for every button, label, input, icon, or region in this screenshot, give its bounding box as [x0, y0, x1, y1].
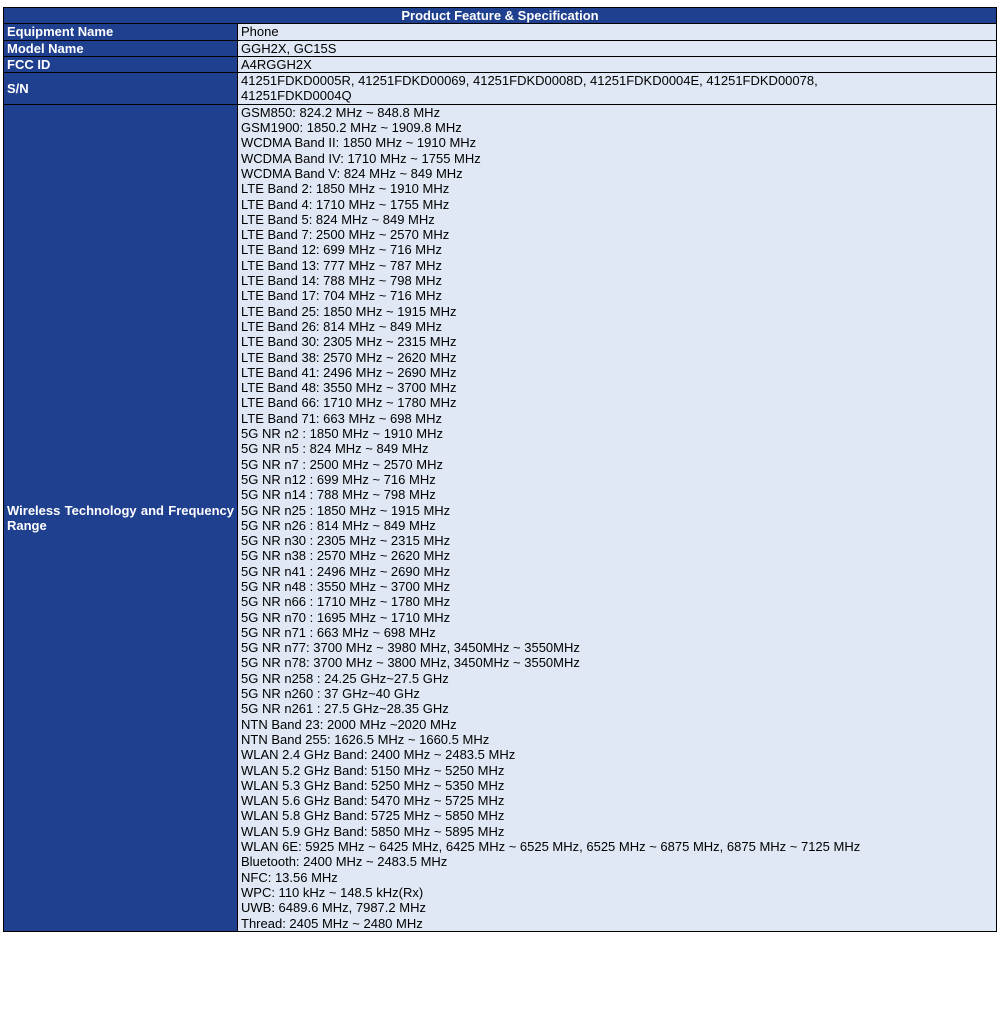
frequency-range-item: LTE Band 14: 788 MHz ~ 798 MHz [241, 273, 442, 289]
frequency-range-item: 5G NR n258 : 24.25 GHz~27.5 GHz [241, 670, 449, 686]
table-row [4, 73, 997, 105]
frequency-range-item: 5G NR n78: 3700 MHz ~ 3800 MHz, 3450MHz ~ 3550MHz [241, 655, 580, 671]
sn-line: 41251FDKD0005R, 41251FDKD00069, 41251FDKD0008D, 41251FDKD0004E, 41251FDKD00078, [241, 73, 818, 89]
frequency-range-item: NTN Band 255: 1626.5 MHz ~ 1660.5 MHz [241, 731, 490, 747]
frequency-range-item: WLAN 2.4 GHz Band: 2400 MHz ~ 2483.5 MHz [241, 747, 516, 763]
table-row [4, 40, 997, 56]
fcc-id-value: A4RGGH2X [238, 56, 997, 72]
table-row [4, 56, 997, 72]
frequency-range-item: LTE Band 7: 2500 MHz ~ 2570 MHz [241, 227, 450, 243]
frequency-range-item: WLAN 6E: 5925 MHz ~ 6425 MHz, 6425 MHz ~ 6525 MHz, 6525 MHz ~ 6875 MHz, 6875 MHz ~ 7125 MHz [241, 839, 861, 855]
frequency-range-item: 5G NR n38 : 2570 MHz ~ 2620 MHz [241, 548, 451, 564]
frequency-range-item: 5G NR n30 : 2305 MHz ~ 2315 MHz [241, 533, 451, 549]
frequency-range-item: 5G NR n14 : 788 MHz ~ 798 MHz [241, 487, 436, 503]
frequency-range-item: 5G NR n260 : 37 GHz~40 GHz [241, 686, 420, 702]
equipment-name-value: Phone [238, 24, 997, 40]
frequency-range-item: WLAN 5.2 GHz Band: 5150 MHz ~ 5250 MHz [241, 762, 505, 778]
frequency-range-item: LTE Band 25: 1850 MHz ~ 1915 MHz [241, 303, 457, 319]
wireless-technology-label: Wireless Technology and Frequency Range [4, 104, 238, 931]
frequency-range-item: LTE Band 17: 704 MHz ~ 716 MHz [241, 288, 442, 304]
frequency-range-item: UWB: 6489.6 MHz, 7987.2 MHz [241, 900, 426, 916]
frequency-range-item: WLAN 5.6 GHz Band: 5470 MHz ~ 5725 MHz [241, 793, 505, 809]
frequency-range-item: WCDMA Band IV: 1710 MHz ~ 1755 MHz [241, 150, 481, 166]
frequency-range-item: LTE Band 66: 1710 MHz ~ 1780 MHz [241, 395, 457, 411]
table-row [4, 24, 997, 40]
model-name-value: GGH2X, GC15S [238, 40, 997, 56]
frequency-range-item: WCDMA Band II: 1850 MHz ~ 1910 MHz [241, 135, 477, 151]
frequency-range-item: WLAN 5.8 GHz Band: 5725 MHz ~ 5850 MHz [241, 808, 505, 824]
frequency-range-item: NFC: 13.56 MHz [241, 869, 338, 885]
frequency-range-item: 5G NR n71 : 663 MHz ~ 698 MHz [241, 624, 436, 640]
frequency-range-item: LTE Band 26: 814 MHz ~ 849 MHz [241, 318, 442, 334]
frequency-range-item: WPC: 110 kHz ~ 148.5 kHz(Rx) [241, 884, 424, 900]
frequency-range-item: LTE Band 41: 2496 MHz ~ 2690 MHz [241, 364, 457, 380]
frequency-range-item: Thread: 2405 MHz ~ 2480 MHz [241, 915, 423, 931]
frequency-range-item: LTE Band 4: 1710 MHz ~ 1755 MHz [241, 196, 450, 212]
frequency-range-item: NTN Band 23: 2000 MHz ~2020 MHz [241, 716, 457, 732]
frequency-range-item: GSM850: 824.2 MHz ~ 848.8 MHz [241, 104, 441, 120]
frequency-range-item: 5G NR n66 : 1710 MHz ~ 1780 MHz [241, 594, 451, 610]
frequency-range-item: 5G NR n12 : 699 MHz ~ 716 MHz [241, 471, 436, 487]
frequency-range-item: LTE Band 12: 699 MHz ~ 716 MHz [241, 242, 442, 258]
frequency-range-item: 5G NR n77: 3700 MHz ~ 3980 MHz, 3450MHz ~ 3550MHz [241, 640, 580, 656]
frequency-range-item: 5G NR n41 : 2496 MHz ~ 2690 MHz [241, 563, 451, 579]
table-title: Product Feature & Specification [4, 8, 997, 24]
frequency-range-item: 5G NR n7 : 2500 MHz ~ 2570 MHz [241, 456, 443, 472]
frequency-range-item: LTE Band 5: 824 MHz ~ 849 MHz [241, 211, 435, 227]
frequency-range-item: 5G NR n26 : 814 MHz ~ 849 MHz [241, 517, 436, 533]
frequency-range-item: WLAN 5.3 GHz Band: 5250 MHz ~ 5350 MHz [241, 777, 505, 793]
frequency-range-item: WCDMA Band V: 824 MHz ~ 849 MHz [241, 165, 463, 181]
frequency-range-item: WLAN 5.9 GHz Band: 5850 MHz ~ 5895 MHz [241, 823, 505, 839]
frequency-range-item: GSM1900: 1850.2 MHz ~ 1909.8 MHz [241, 120, 462, 136]
fcc-id-label: FCC ID [4, 56, 238, 72]
equipment-name-label: Equipment Name [4, 24, 238, 40]
sn-value [238, 73, 997, 105]
title-row [4, 8, 997, 24]
sn-line: 41251FDKD0004Q [241, 88, 352, 104]
sn-label: S/N [4, 73, 238, 105]
frequency-range-item: LTE Band 30: 2305 MHz ~ 2315 MHz [241, 334, 457, 350]
frequency-range-list [238, 104, 997, 931]
frequency-range-item: LTE Band 48: 3550 MHz ~ 3700 MHz [241, 380, 457, 396]
frequency-range-item: LTE Band 38: 2570 MHz ~ 2620 MHz [241, 349, 457, 365]
frequency-range-item: LTE Band 2: 1850 MHz ~ 1910 MHz [241, 181, 450, 197]
spec-table [3, 7, 997, 932]
frequency-range-item: Bluetooth: 2400 MHz ~ 2483.5 MHz [241, 854, 448, 870]
table-row [4, 104, 997, 931]
frequency-range-item: 5G NR n261 : 27.5 GHz~28.35 GHz [241, 701, 449, 717]
model-name-label: Model Name [4, 40, 238, 56]
frequency-range-item: 5G NR n48 : 3550 MHz ~ 3700 MHz [241, 578, 451, 594]
frequency-range-item: LTE Band 13: 777 MHz ~ 787 MHz [241, 257, 442, 273]
frequency-range-item: LTE Band 71: 663 MHz ~ 698 MHz [241, 410, 442, 426]
frequency-range-item: 5G NR n2 : 1850 MHz ~ 1910 MHz [241, 426, 443, 442]
frequency-range-item: 5G NR n25 : 1850 MHz ~ 1915 MHz [241, 502, 451, 518]
frequency-range-item: 5G NR n5 : 824 MHz ~ 849 MHz [241, 441, 429, 457]
frequency-range-item: 5G NR n70 : 1695 MHz ~ 1710 MHz [241, 609, 451, 625]
